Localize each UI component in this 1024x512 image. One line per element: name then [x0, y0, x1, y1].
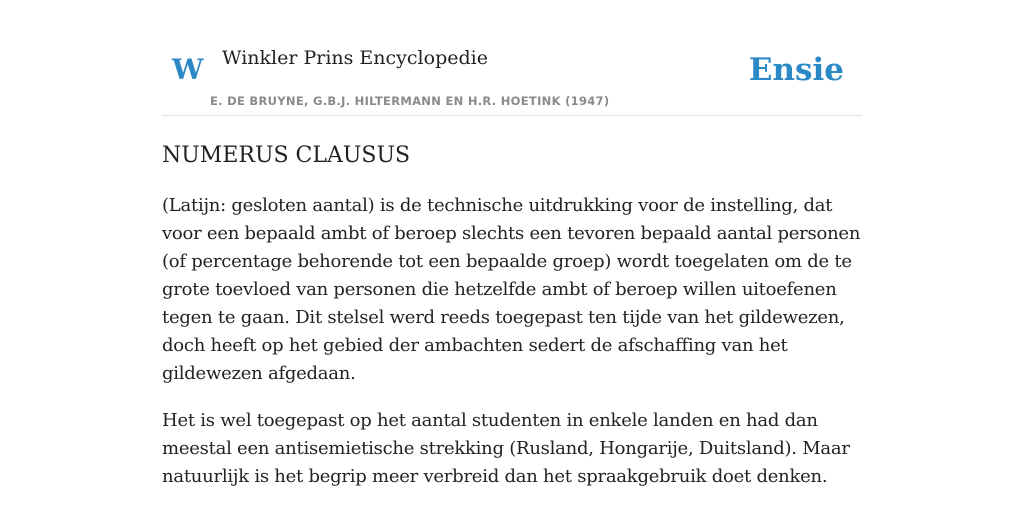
source-authors: E. DE BRUYNE, G.B.J. HILTERMANN EN H.R. HOETINK (1947) [210, 94, 610, 108]
encyclopedia-card [162, 0, 862, 491]
ensie-logo[interactable]: Ensie [748, 52, 844, 88]
source-header [162, 0, 862, 116]
entry-title: NUMERUS CLAUSUS [162, 143, 411, 168]
winkler-prins-logo[interactable]: W [172, 53, 204, 86]
entry-paragraph: (Latijn: gesloten aantal) is de technische uitdrukking voor de instelling, dat voor een bepaald ambt of beroep slechts een tevoren bepaald aantal personen (of percentage behorende tot een bepaalde groep) wordt toegelaten om de te grote toevloed van personen die hetzelfde ambt of beroep willen uitoefenen tegen te gaan. Dit stelsel werd reeds toegepast ten tijde van het gildewezen, doch heeft op het gebied der ambachten sedert de afschaffing van het gildewezen afgedaan. [162, 195, 861, 384]
entry-paragraph: Het is wel toegepast op het aantal studenten in enkele landen en had dan meestal een antisemietische strekking (Rusland, Hongarije, Duitsland). Maar natuurlijk is het begrip meer verbreid dan het spraakgebruik doet denken. [162, 410, 850, 487]
source-title[interactable]: Winkler Prins Encyclopedie [222, 47, 488, 69]
